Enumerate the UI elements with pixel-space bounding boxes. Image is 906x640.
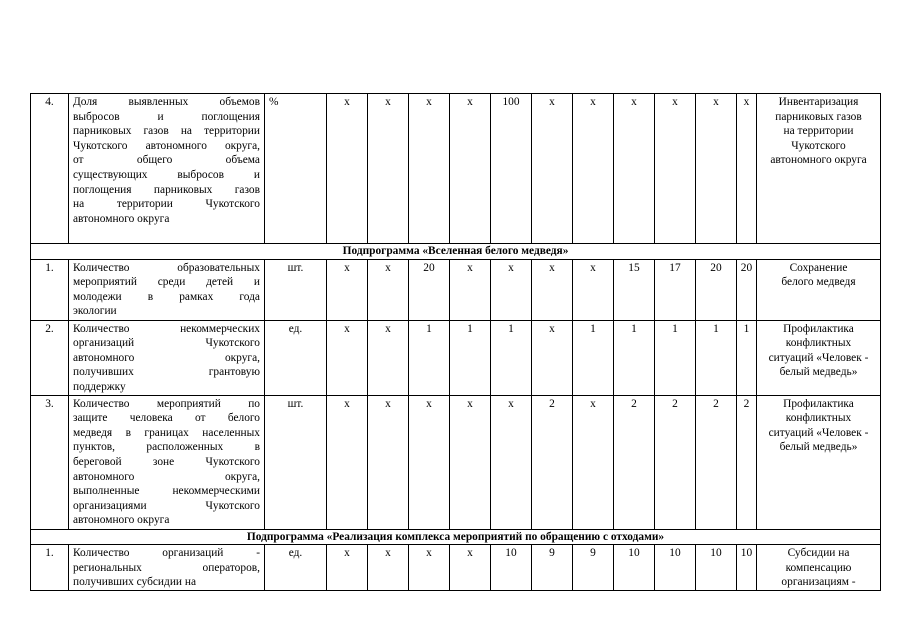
year-value: 1 [450, 320, 491, 395]
indicator-description [69, 395, 265, 529]
row-number: 4. [31, 94, 69, 244]
year-value: 2 [696, 395, 737, 529]
goal-line: Профилактика [783, 322, 854, 335]
goal-line: автономного округа [770, 154, 867, 167]
year-value: x [491, 395, 532, 529]
year-value: 2 [737, 395, 757, 529]
year-value: x [532, 320, 573, 395]
year-value: x [450, 545, 491, 591]
year-value: 9 [532, 545, 573, 591]
year-value: x [368, 395, 409, 529]
year-value: x [327, 545, 368, 591]
description-line: Чукотского автономного округа, [73, 139, 260, 152]
description-line: автономного округа [73, 514, 170, 527]
year-value: 1 [655, 320, 696, 395]
goal-line: ситуаций «Человек - [768, 426, 869, 439]
year-value: 9 [573, 545, 614, 591]
description-line: Доля выявленных объемов [73, 96, 260, 108]
year-value: 2 [655, 395, 696, 529]
description-line: получивших субсидии на [73, 576, 197, 589]
year-value: x [450, 395, 491, 529]
description-line: региональных операторов, [73, 561, 260, 574]
year-value: x [409, 395, 450, 529]
description-line: Количество организаций - [73, 547, 260, 560]
year-value: x [368, 320, 409, 395]
description-line: выбросов и поглощения [73, 110, 260, 123]
description-line: молодежи в рамках года [73, 290, 260, 303]
description-line: пунктов, расположенных в [73, 441, 260, 454]
year-value: x [450, 94, 491, 244]
indicator-description [69, 259, 265, 320]
year-value: 1 [696, 320, 737, 395]
year-value: 2 [614, 395, 655, 529]
description-line: Количество образовательных [73, 261, 260, 274]
indicator-goal [757, 395, 881, 529]
year-value: x [368, 259, 409, 320]
year-value: 1 [614, 320, 655, 395]
description-line: на территории Чукотского [73, 198, 260, 211]
subprogram-title: Подпрограмма «Вселенная белого медведя» [31, 244, 881, 260]
description-line: существующих выбросов и [73, 168, 260, 181]
year-value: x [696, 94, 737, 244]
year-value: 2 [532, 395, 573, 529]
indicator-row [31, 395, 881, 529]
year-value: x [450, 259, 491, 320]
goal-line: организациям - [781, 576, 856, 589]
description-line: выполненные некоммерческими [73, 485, 260, 498]
year-value: 17 [655, 259, 696, 320]
year-value: x [573, 94, 614, 244]
year-value: x [614, 94, 655, 244]
year-value: x [573, 395, 614, 529]
year-value: 100 [491, 94, 532, 244]
indicators-table [30, 93, 881, 591]
row-number: 1. [31, 259, 69, 320]
year-value: 15 [614, 259, 655, 320]
indicator-description [69, 545, 265, 591]
goal-line: Чукотского [791, 139, 846, 152]
year-value: x [327, 94, 368, 244]
year-value: x [491, 259, 532, 320]
year-value: x [327, 259, 368, 320]
row-number: 3. [31, 395, 69, 529]
unit-of-measure: % [265, 94, 327, 244]
year-value: x [573, 259, 614, 320]
subprogram-title: Подпрограмма «Реализация комплекса мероприятий по обращению с отходами» [31, 529, 881, 545]
year-value: x [655, 94, 696, 244]
indicator-row [31, 320, 881, 395]
year-value: 1 [491, 320, 532, 395]
description-line: защите человека от белого [73, 412, 260, 425]
goal-line: ситуаций «Человек - [768, 351, 869, 364]
goal-line: компенсацию [785, 561, 852, 574]
description-line: от общего объема [73, 154, 260, 167]
indicator-description [69, 320, 265, 395]
description-line: парниковых газов на территории [73, 125, 260, 138]
description-line: мероприятий среди детей и [73, 276, 260, 289]
unit-of-measure: ед. [265, 320, 327, 395]
goal-line: конфликтных [785, 337, 852, 350]
description-line: автономного округа, [73, 351, 260, 364]
goal-line: конфликтных [785, 412, 852, 425]
unit-of-measure: шт. [265, 395, 327, 529]
year-value: 20 [696, 259, 737, 320]
description-line: Количество мероприятий по [73, 397, 260, 410]
description-line: береговой зоне Чукотского [73, 455, 260, 468]
description-line: автономного округа [73, 212, 170, 225]
year-value: x [532, 94, 573, 244]
unit-of-measure: ед. [265, 545, 327, 591]
year-value: 10 [696, 545, 737, 591]
description-line: поглощения парниковых газов [73, 183, 260, 196]
year-value: 1 [409, 320, 450, 395]
year-value: x [327, 395, 368, 529]
indicators-table-body [31, 94, 881, 591]
goal-line: Профилактика [783, 397, 854, 410]
goal-line: Субсидии на [787, 547, 850, 560]
indicator-goal [757, 545, 881, 591]
year-value: x [327, 320, 368, 395]
year-value: 1 [573, 320, 614, 395]
year-value: 10 [614, 545, 655, 591]
indicator-row [31, 94, 881, 244]
goal-line: белый медведь» [779, 366, 858, 379]
indicator-description [69, 94, 265, 244]
goal-line: Сохранение [789, 261, 848, 274]
year-value: 10 [737, 545, 757, 591]
year-value: 20 [409, 259, 450, 320]
goal-line: на территории [783, 125, 854, 138]
description-line: организациями Чукотского [73, 499, 260, 512]
indicator-goal [757, 259, 881, 320]
indicator-goal [757, 94, 881, 244]
description-line: поддержку [73, 380, 126, 393]
subprogram-header-row [31, 244, 881, 260]
indicator-row [31, 259, 881, 320]
goal-line: Инвентаризация [778, 96, 859, 108]
subprogram-header-row [31, 529, 881, 545]
description-line: автономного округа, [73, 470, 260, 483]
year-value: 10 [655, 545, 696, 591]
year-value: 10 [491, 545, 532, 591]
year-value: x [737, 94, 757, 244]
year-value: 1 [737, 320, 757, 395]
row-number: 1. [31, 545, 69, 591]
description-line: экологии [73, 305, 117, 318]
goal-line: белого медведя [781, 276, 856, 289]
goal-line: белый медведь» [779, 441, 858, 454]
unit-of-measure: шт. [265, 259, 327, 320]
year-value: 20 [737, 259, 757, 320]
goal-line: парниковых газов [775, 110, 862, 123]
description-line: организаций Чукотского [73, 337, 260, 350]
year-value: x [409, 545, 450, 591]
year-value: x [532, 259, 573, 320]
year-value: x [368, 545, 409, 591]
row-number: 2. [31, 320, 69, 395]
description-line: получивших грантовую [73, 366, 260, 379]
year-value: x [409, 94, 450, 244]
indicator-row [31, 545, 881, 591]
description-line: медведя в границах населенных [73, 426, 260, 439]
description-line: Количество некоммерческих [73, 322, 260, 335]
indicator-goal [757, 320, 881, 395]
year-value: x [368, 94, 409, 244]
